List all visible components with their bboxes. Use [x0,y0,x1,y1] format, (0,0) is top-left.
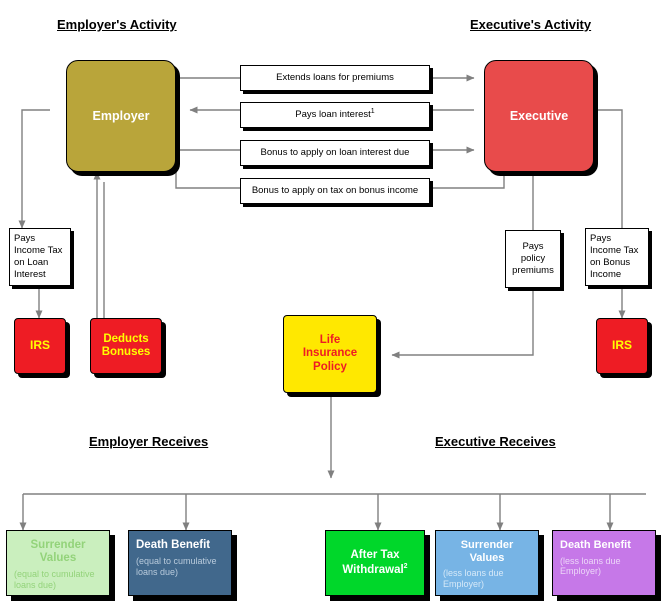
outcome-box-4[interactable] [552,530,656,596]
flow-extends-loans [240,65,430,91]
outcome-title-4: Death Benefit [560,539,631,551]
flow-pays-income-tax-loan-interest-label: Pays Income Tax on Loan Interest [14,233,63,280]
node-life-insurance-policy-line1: Life [319,334,341,347]
outcome-sub-1: (equal to cumulative loans due) [136,556,217,578]
flow-pays-policy-premiums [505,230,561,288]
flow-pays-loan-interest-text: Pays loan interest$^1$ [295,108,375,121]
node-deducts-bonuses[interactable] [90,318,162,374]
node-irs-right-label: IRS [611,338,632,353]
node-irs-left[interactable] [14,318,66,374]
node-irs-left-label: IRS [29,338,50,353]
heading-executive-receives: Executive Receives [435,434,556,449]
node-deducts-bonuses-line2: Bonuses [101,346,151,358]
node-life-insurance-policy[interactable] [283,315,377,393]
heading-executive-activity: Executive's Activity [470,17,592,32]
outcome-box-3[interactable] [435,530,539,596]
heading-employer-receives: Employer Receives [89,434,209,449]
flow-bonus-loan-interest-label: Bonus to apply on loan interest due [260,147,410,159]
outcome-title-2: After Tax Withdrawal$^2$ [342,549,408,576]
flow-bonus-tax-bonus-income [240,178,430,204]
node-irs-right[interactable] [596,318,648,374]
outcome-box-2[interactable] [325,530,425,596]
flow-pays-income-tax-loan-interest [9,228,71,286]
node-executive-label: Executive [509,108,569,123]
node-life-insurance-policy-line3: Policy [313,360,347,373]
outcome-sub-4: (less loans due Employer) [560,555,621,577]
flow-pays-loan-interest [240,102,430,128]
flow-pays-policy-premiums-label: Pays policy premiums [512,241,554,276]
flow-extends-loans-label: Extends loans for premiums [276,72,394,84]
flow-bonus-loan-interest [240,140,430,166]
node-deducts-bonuses-line1: Deducts [103,332,149,345]
footnote-marker-2: 2 [403,562,408,570]
outcome-title-0: Surrender Values [30,539,86,565]
outcome-sub-3: (less loans due Employer) [443,568,504,590]
heading-employer-activity: Employer's Activity [57,17,177,32]
outcome-title-3: Surrender Values [460,539,514,564]
node-life-insurance-policy-line2: Insurance [302,347,358,360]
node-employer[interactable] [66,60,176,172]
node-executive[interactable] [484,60,594,172]
outcome-title-1: Death Benefit [136,539,211,551]
flow-pays-income-tax-bonus-income-label: Pays Income Tax on Bonus Income [590,233,639,280]
outcome-box-1[interactable] [128,530,232,596]
flow-bonus-tax-bonus-income-label: Bonus to apply on tax on bonus income [251,185,419,197]
flow-pays-income-tax-bonus-income [585,228,649,286]
outcome-sub-0: (equal to cumulative loans due) [14,569,95,591]
node-employer-label: Employer [92,108,150,123]
outcome-box-0[interactable] [6,530,110,596]
footnote-marker-1: 1 [370,108,375,116]
